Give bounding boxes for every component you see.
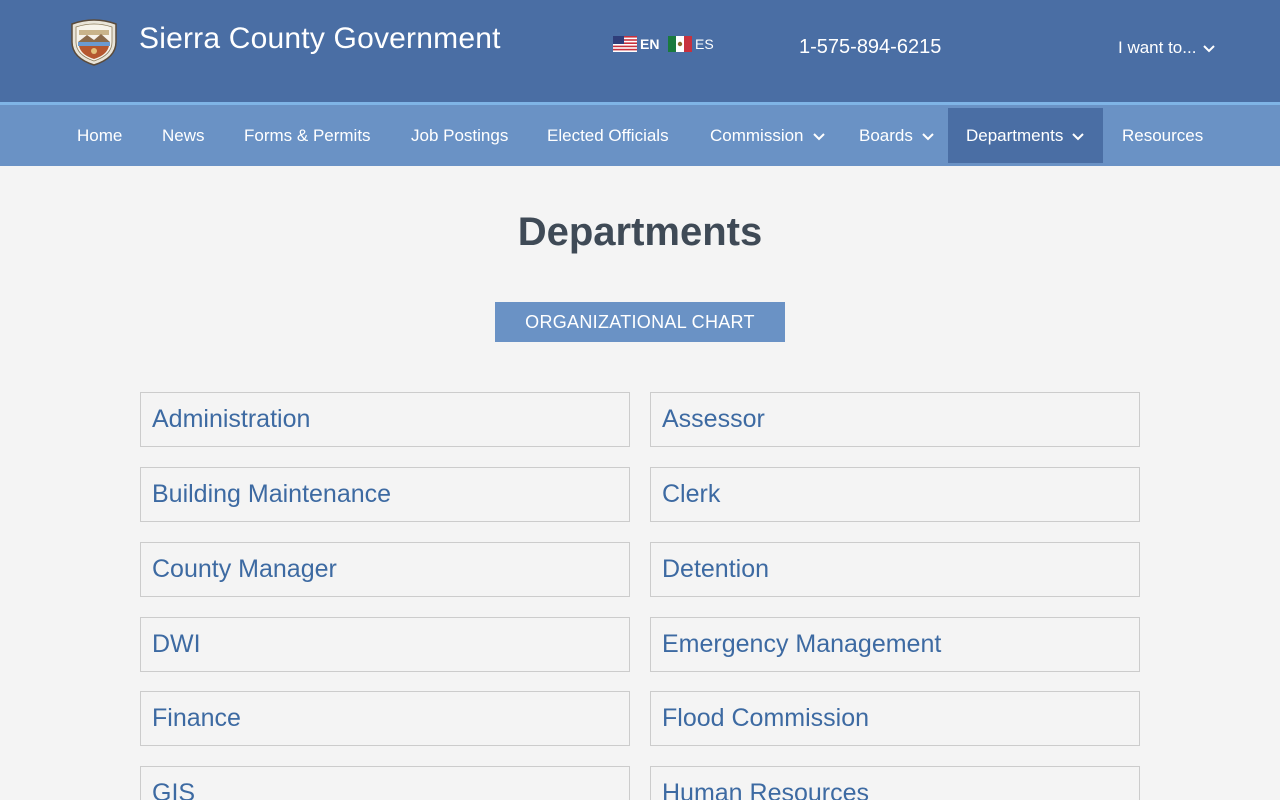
nav-resources[interactable]: [1122, 108, 1203, 163]
nav-elected-officials[interactable]: [547, 108, 669, 163]
chevron-down-icon: [921, 129, 935, 143]
nav-elected-officials-label: Elected Officials: [547, 125, 669, 145]
language-es-link[interactable]: [668, 34, 714, 54]
nav-departments[interactable]: [948, 108, 1103, 163]
department-link-building-maintenance[interactable]: Building Maintenance: [140, 467, 630, 522]
nav-departments-label: Departments: [966, 125, 1064, 145]
i-want-to-dropdown[interactable]: [1118, 38, 1216, 58]
nav-boards-label: Boards: [859, 125, 913, 145]
department-link-human-resources-label: Human Resources: [662, 779, 870, 800]
department-link-administration[interactable]: Administration: [140, 392, 630, 447]
department-link-county-manager[interactable]: County Manager: [140, 542, 630, 597]
language-en-label: EN: [640, 36, 660, 52]
page-title: Departments: [517, 210, 763, 254]
department-link-assessor[interactable]: Assessor: [650, 392, 1140, 447]
department-link-human-resources[interactable]: [650, 766, 1140, 800]
language-en-link[interactable]: [613, 34, 659, 54]
nav-home-label: Home: [77, 125, 123, 145]
department-link-gis[interactable]: [140, 766, 630, 800]
site-title[interactable]: Sierra County Government: [139, 22, 501, 55]
nav-home[interactable]: [77, 108, 122, 163]
nav-commission-label: Commission: [710, 125, 804, 145]
nav-job-postings[interactable]: [411, 108, 508, 163]
department-link-gis-label: GIS: [152, 779, 196, 800]
nav-forms-permits[interactable]: [244, 108, 371, 163]
department-link-flood-commission[interactable]: Flood Commission: [650, 691, 1140, 746]
mexico-flag-icon: [668, 36, 692, 52]
county-seal-logo[interactable]: [69, 18, 119, 66]
department-link-dwi[interactable]: DWI: [140, 617, 630, 672]
nav-news[interactable]: [162, 108, 205, 163]
language-es-label: ES: [695, 36, 714, 52]
chevron-down-icon: [812, 129, 826, 143]
department-link-detention[interactable]: Detention: [650, 542, 1140, 597]
department-link-finance[interactable]: Finance: [140, 691, 630, 746]
main-navigation: [0, 105, 1280, 166]
nav-job-postings-label: Job Postings: [411, 125, 509, 145]
i-want-to-label: I want to...: [1118, 38, 1197, 57]
phone-number[interactable]: 1-575-894-6215: [799, 36, 942, 58]
nav-news-label: News: [162, 125, 205, 145]
department-link-emergency-management[interactable]: Emergency Management: [650, 617, 1140, 672]
nav-forms-permits-label: Forms & Permits: [244, 125, 371, 145]
us-flag-icon: [613, 36, 637, 52]
chevron-down-icon: [1202, 41, 1216, 55]
department-link-clerk[interactable]: Clerk: [650, 467, 1140, 522]
organizational-chart-button[interactable]: ORGANIZATIONAL CHART: [495, 302, 785, 342]
chevron-down-icon: [1071, 129, 1085, 143]
nav-commission[interactable]: [710, 108, 826, 163]
nav-boards[interactable]: [859, 108, 935, 163]
nav-resources-label: Resources: [1122, 125, 1204, 145]
